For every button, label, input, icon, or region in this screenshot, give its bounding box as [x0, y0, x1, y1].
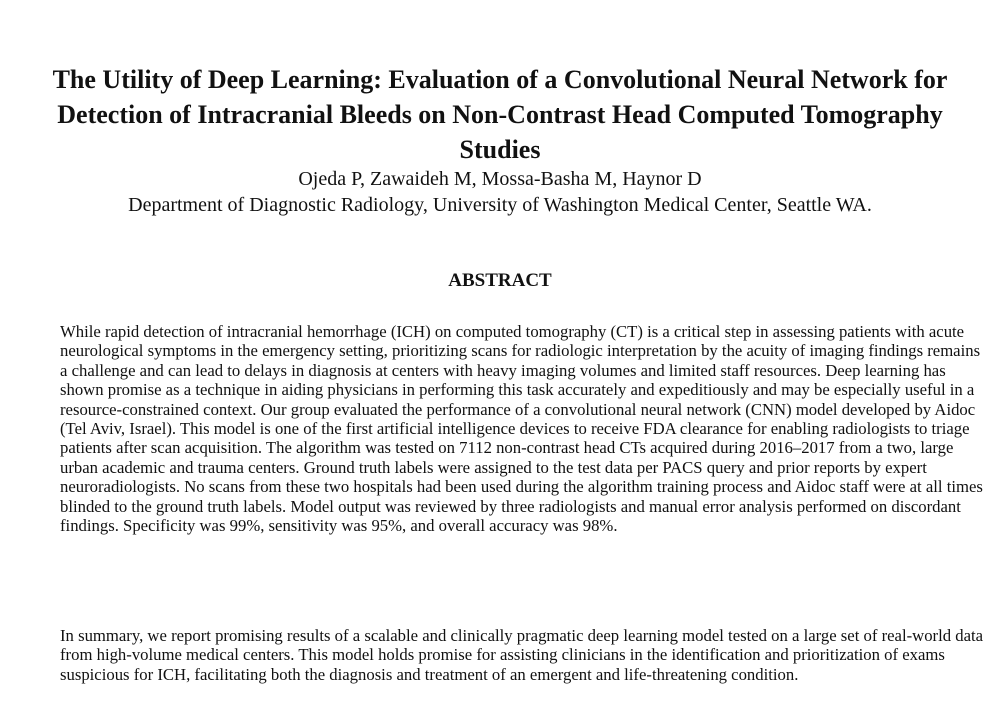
abstract-heading: ABSTRACT: [448, 270, 552, 291]
paper-title: The Utility of Deep Learning: Evaluation of a Convolutional Neural Network for Detection of Intracranial Bleeds on Non-Contrast Head Computed Tomography Studies: [52, 65, 948, 164]
abstract-paragraph-1: While rapid detection of intracranial hemorrhage (ICH) on computed tomography (CT) is a critical step in assessing patients with acute neurological symptoms in the emergency setting, prioritizing scans for radiologic interpretation by the acuity of imaging findings remains a challenge and can lead to delays in diagnosis at centers with heavy imaging volumes and limited staff resources. Deep learning has shown promise as a technique in aiding physicians in performing this task accurately and expeditiously and may be especially useful in a resource-constrained context. Our group evaluated the performance of a convolutional neural network (CNN) model developed by Aidoc (Tel Aviv, Israel). This model is one of the first artificial intelligence devices to receive FDA clearance for enabling radiologists to triage patients after scan acquisition. The algorithm was tested on 7112 non-contrast head CTs acquired during 2016–2017 from a two, large urban academic and trauma centers. Ground truth labels were assigned to the test data per PACS query and prior reports by expert neuroradiologists. No scans from these two hospitals had been used during the algorithm training process and Aidoc staff were at all times blinded to the ground truth labels. Model output was reviewed by three radiologists and manual error analysis performed on discordant findings. Specificity was 99%, sensitivity was 95%, and overall accuracy was 98%.: [60, 322, 983, 536]
affiliation: Department of Diagnostic Radiology, University of Washington Medical Center, Seattle WA.: [128, 194, 872, 216]
author-list: Ojeda P, Zawaideh M, Mossa-Basha M, Haynor D: [298, 168, 702, 190]
abstract-paragraph-2: In summary, we report promising results of a scalable and clinically pragmatic deep learning model tested on a large set of real-world data from high-volume medical centers. This model holds promise for assisting clinicians in the identification and prioritization of exams suspicious for ICH, facilitating both the diagnosis and treatment of an emergent and life-threatening condition.: [60, 626, 984, 684]
